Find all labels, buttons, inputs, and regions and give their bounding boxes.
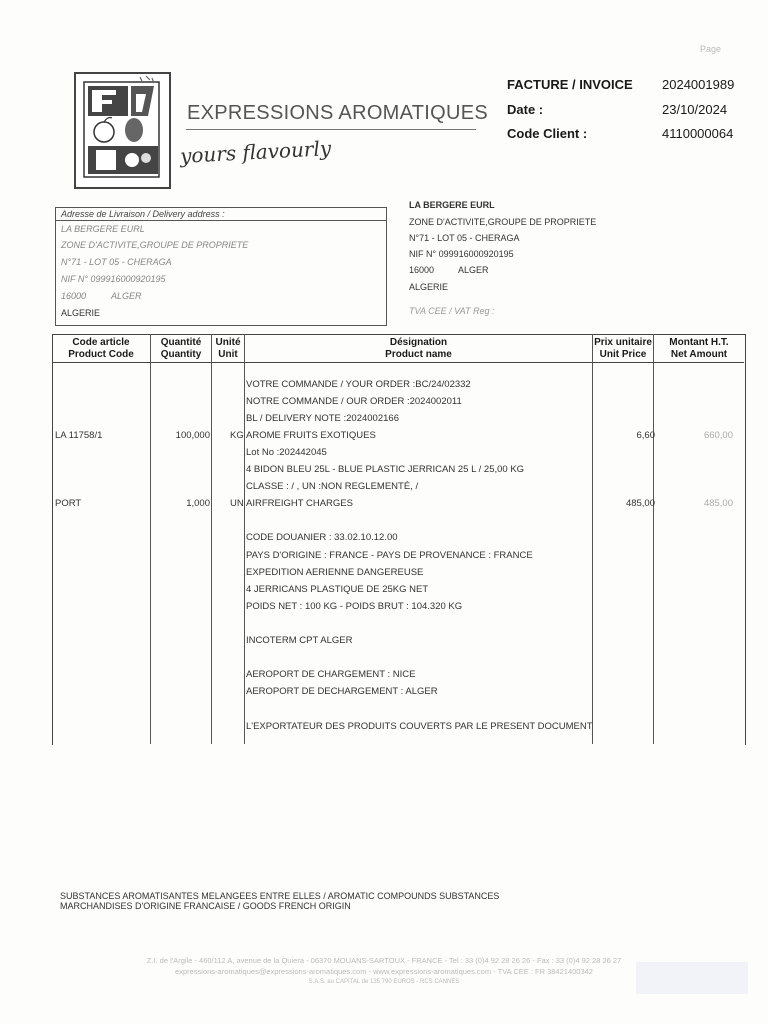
client-code: 4110000064 [662,126,734,141]
footer-address: Z.I. de l'Argile - 460/112 A, avenue de la Quiera - 06370 MOUANS-SARTOUX - FRANCE - Tel : 33 (0)4 92 28 26 26 - Fax : 33 (0)4 92 28 26 27 [146,956,622,965]
company-name: EXPRESSIONS AROMATIQUES [187,102,489,124]
table-header-divider [52,362,744,363]
company-logo [74,72,171,189]
client-country: ALGERIE [409,282,449,292]
description-line: 4 JERRICANS PLASTIQUE DE 25KG NET [246,584,429,595]
row2-net-amount: 485,00 [703,498,733,509]
header-product-code-fr: Code article [72,337,130,348]
row1-quantity: 100,000 [175,430,210,441]
footer-legal: S.A.S. au CAPITAL de 135 790 EUROS - RCS CANNES [308,979,460,985]
footer-origin: MARCHANDISES D'ORIGINE FRANCAISE / GOODS FRENCH ORIGIN [60,901,351,911]
footer-contact: expressions-aromatiques@expressions-aromatiques.com - www.expressions-aromatiques.com - TVA CEE : FR 38421400342 [175,967,593,976]
row2-product-code: PORT [55,498,82,509]
row2-description: AIRFREIGHT CHARGES [246,498,353,509]
delivery-header-divider [55,220,386,221]
header-unit [212,337,244,360]
company-name-underline [186,129,476,130]
description-line: PAYS D'ORIGINE : FRANCE - PAYS DE PROVENANCE : FRANCE [246,550,533,561]
header-product-name-fr: Désignation [389,337,448,348]
client-address-1: ZONE D'ACTIVITE,GROUPE DE PROPRIETE [409,217,597,227]
description-line: EXPEDITION AERIENNE DANGEREUSE [246,567,424,578]
row1-description: AROME FRUITS EXOTIQUES [246,430,376,441]
header-quantity [151,337,211,360]
delivery-title: Adresse de Livraison / Delivery address : [61,209,225,219]
description-line: AEROPORT DE DECHARGEMENT : ALGER [246,686,438,697]
row2-unit-price: 485,00 [625,498,655,509]
stamp-mark [636,962,748,994]
company-tagline: yours flavourly [179,136,332,168]
column-divider [244,334,245,744]
delivery-country: ALGERIE [61,308,101,318]
delivery-name: LA BERGERE EURL [61,224,145,234]
client-address-2: N°71 - LOT 05 - CHERAGA [409,233,520,243]
delivery-nif: NIF N° 099916000920195 [61,274,166,284]
column-divider [211,334,212,744]
delivery-city: ALGER [111,291,142,301]
row2-unit: UN [230,498,244,509]
column-divider [653,334,654,744]
header-unit-fr: Unité [215,337,241,348]
client-code-label: Code Client : [507,126,588,141]
invoice-number: 2024001989 [662,77,735,92]
header-quantity-fr: Quantité [160,337,202,348]
description-line: 4 BIDON BLEU 25L - BLUE PLASTIC JERRICAN 25 L / 25,00 KG [246,464,525,475]
header-unit-price [593,337,653,360]
header-net-amount-en: Net Amount [670,348,728,360]
client-postcode: 16000 [409,265,435,275]
header-product-name [245,337,592,360]
description-line: NOTRE COMMANDE / OUR ORDER :2024002011 [246,396,462,407]
header-unit-en: Unit [218,348,238,360]
description-line: AEROPORT DE CHARGEMENT : NICE [246,669,416,680]
client-name: LA BERGERE EURL [409,200,495,210]
column-divider [592,334,593,744]
row1-product-code: LA 11758/1 [55,430,103,441]
row2-quantity: 1,000 [186,498,210,509]
footer-substances: SUBSTANCES AROMATISANTES MELANGEES ENTRE ELLES / AROMATIC COMPOUNDS SUBSTANCES [60,891,500,901]
row1-unit-price: 6,60 [636,430,655,441]
delivery-address-2: N°71 - LOT 05 - CHERAGA [61,257,172,267]
client-nif: NIF N° 099916000920195 [409,249,514,259]
invoice-date: 23/10/2024 [662,102,728,117]
header-product-code [52,337,150,360]
client-city: ALGER [458,265,489,275]
description-line: CODE DOUANIER : 33.02.10.12.00 [246,532,398,543]
description-line: CLASSE : / , UN :NON REGLEMENTÉ, / [246,481,419,492]
page-label: Page [700,44,722,54]
description-line: VOTRE COMMANDE / YOUR ORDER :BC/24/02332 [246,379,471,390]
delivery-address-1: ZONE D'ACTIVITE,GROUPE DE PROPRIETE [61,240,249,250]
column-divider [150,334,151,744]
delivery-postcode: 16000 [61,291,87,301]
header-product-code-en: Product Code [68,348,134,360]
invoice-title: FACTURE / INVOICE [507,77,633,92]
header-product-name-en: Product name [385,348,452,360]
header-unit-price-en: Unit Price [599,348,647,360]
row1-net-amount: 660,00 [703,430,733,441]
header-net-amount-fr: Montant H.T. [669,337,729,348]
header-quantity-en: Quantity [160,348,202,360]
date-label: Date : [507,102,544,117]
row1-unit: KG [230,430,244,441]
description-line: Lot No :202442045 [246,447,327,458]
description-line: BL / DELIVERY NOTE :2024002166 [246,413,399,424]
description-line: POIDS NET : 100 KG - POIDS BRUT : 104.320 KG [246,601,463,612]
header-net-amount [654,337,744,360]
description-line: L'EXPORTATEUR DES PRODUITS COUVERTS PAR LE PRESENT DOCUMENT [246,721,593,732]
client-vat: TVA CEE / VAT Reg : [409,306,495,316]
description-line: INCOTERM CPT ALGER [246,635,353,646]
header-unit-price-fr: Prix unitaire [594,337,652,348]
